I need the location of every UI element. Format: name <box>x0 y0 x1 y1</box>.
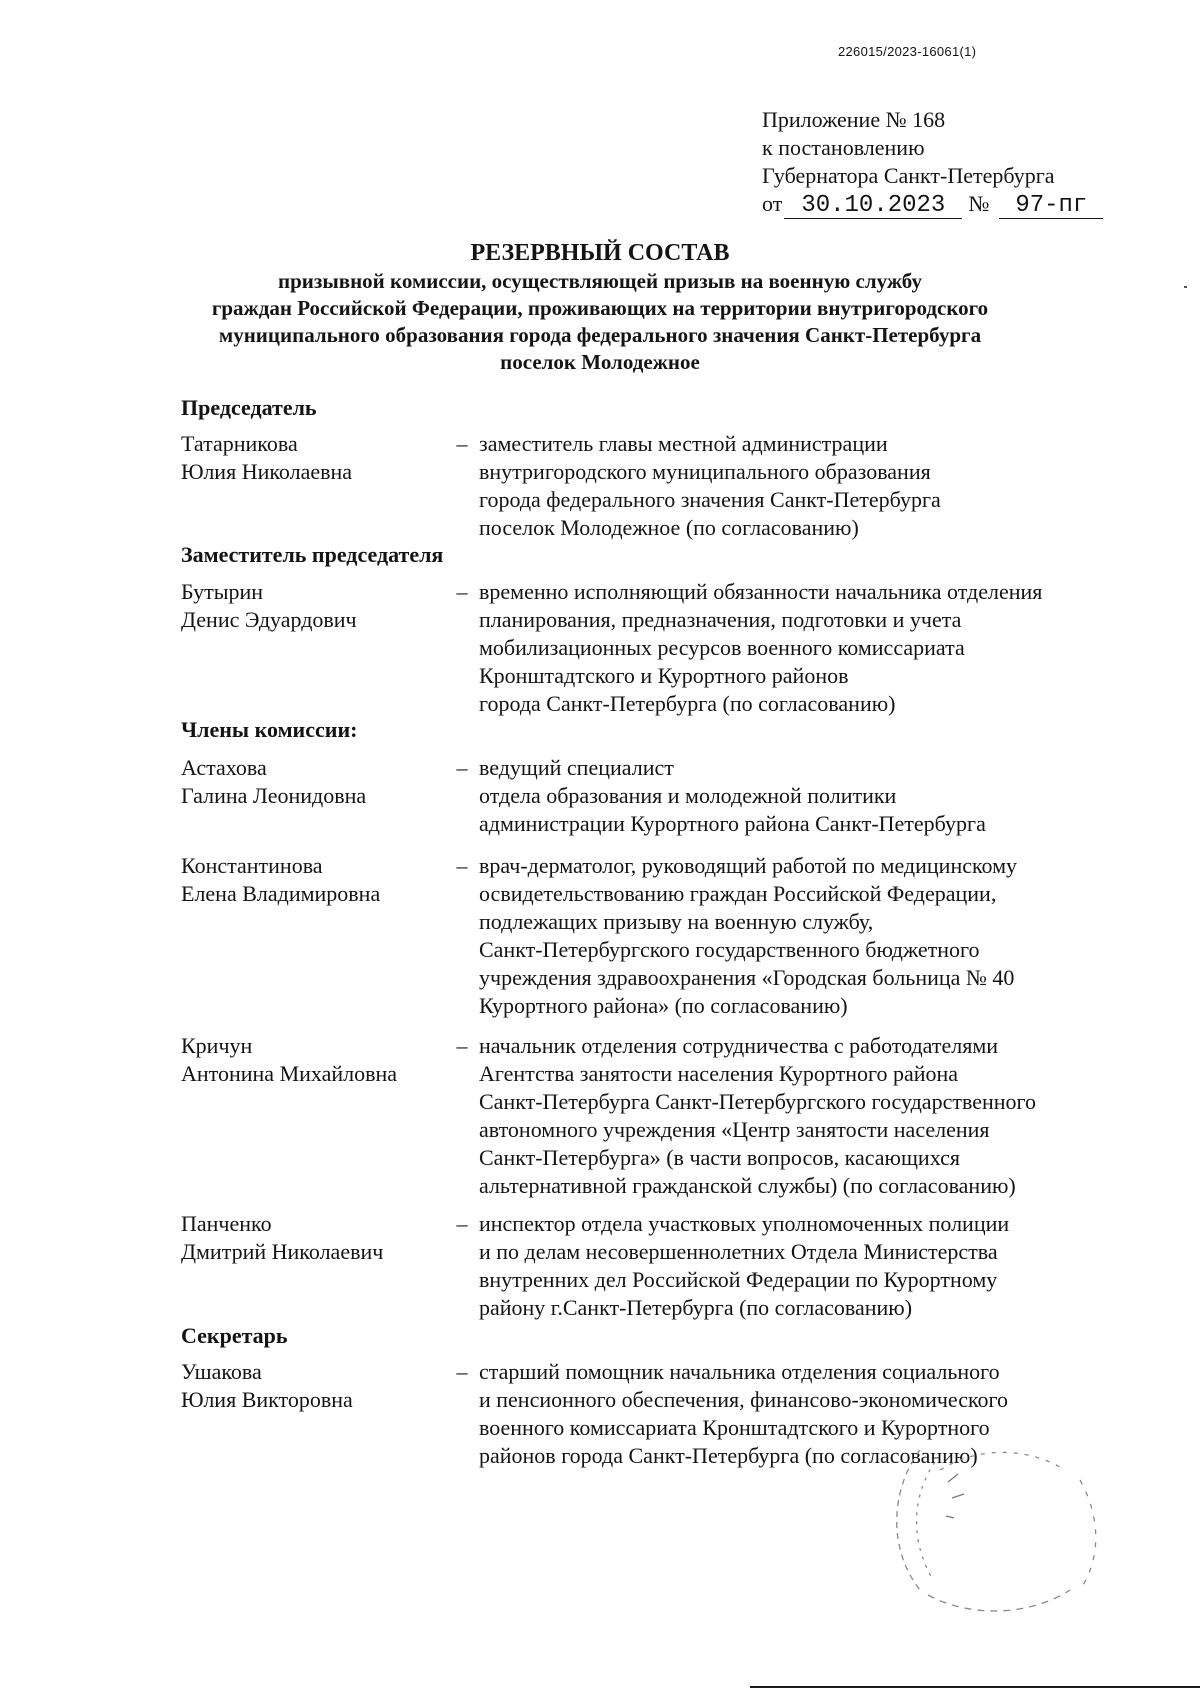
section-heading-secretary: Секретарь <box>181 1323 288 1348</box>
role-line: заместитель главы местной администрации <box>479 431 888 456</box>
dash-separator: – <box>456 1033 468 1058</box>
role-line: подлежащих призыву на военную службу, <box>479 909 874 934</box>
role-line: автономного учреждения «Центр занятости населения <box>479 1117 990 1142</box>
section-heading-members: Члены комиссии: <box>181 717 358 742</box>
member-given-names: Юлия Николаевна <box>181 459 353 484</box>
dash-separator: – <box>456 1359 468 1384</box>
subtitle-line: поселок Молодежное <box>500 350 700 374</box>
appendix-line: Губернатора Санкт-Петербурга <box>762 163 1055 188</box>
member-name <box>181 754 451 810</box>
role-line: ведущий специалист <box>479 755 674 780</box>
member-surname: Константинова <box>181 853 323 878</box>
role-line: альтернативной гражданской службы) (по согласованию) <box>479 1173 1016 1198</box>
title-block <box>180 238 1020 376</box>
member-name <box>181 430 451 486</box>
bottom-rule <box>750 1686 1200 1688</box>
role-line: Агентства занятости населения Курортного района <box>479 1061 959 1086</box>
role-line: учреждения здравоохранения «Городская больница № 40 <box>479 965 1015 990</box>
member-role <box>479 754 1109 838</box>
dash-separator: – <box>456 755 468 780</box>
scan-mark <box>1184 286 1187 288</box>
role-line: города федерального значения Санкт-Петербурга <box>479 487 941 512</box>
member-role <box>479 1032 1109 1200</box>
dash-separator: – <box>456 1211 468 1236</box>
role-line: району г.Санкт-Петербурга (по согласованию) <box>479 1295 913 1320</box>
member-given-names: Денис Эдуардович <box>181 607 357 632</box>
section-heading-chair: Председатель <box>181 395 317 420</box>
role-line: внутренних дел Российской Федерации по Курортному <box>479 1267 998 1292</box>
decree-number: 97-пг <box>999 194 1103 219</box>
appendix-line: Приложение № 168 <box>762 107 946 132</box>
subtitle-line: призывной комиссии, осуществляющей призыв на военную службу <box>278 269 922 293</box>
seal-stamp-icon <box>880 1440 1110 1620</box>
member-surname: Астахова <box>181 755 267 780</box>
member-name <box>181 852 451 908</box>
role-line: врач-дерматолог, руководящий работой по медицинскому <box>479 853 1018 878</box>
role-line: Санкт-Петербурга» (в части вопросов, касающихся <box>479 1145 960 1170</box>
appendix-block <box>762 106 1103 219</box>
number-sign: № <box>968 191 990 216</box>
appendix-line: к постановлению <box>762 135 925 160</box>
role-line: Кронштадтского и Курортного районов <box>479 663 849 688</box>
member-surname: Бутырин <box>181 579 264 604</box>
role-line: Курортного района» (по согласованию) <box>479 993 848 1018</box>
role-line: военного комиссариата Кронштадтского и Курортного <box>479 1415 990 1440</box>
role-line: города Санкт-Петербурга (по согласованию) <box>479 691 896 716</box>
document-id: 226015/2023-16061(1) <box>838 44 977 59</box>
role-line: администрации Курортного района Санкт-Петербурга <box>479 811 986 836</box>
role-line: планирования, предназначения, подготовки и учета <box>479 607 962 632</box>
member-name <box>181 1358 451 1414</box>
role-line: районов города Санкт-Петербурга (по согласованию) <box>479 1443 978 1468</box>
role-line: освидетельствованию граждан Российской Федерации, <box>479 881 997 906</box>
member-name <box>181 1032 451 1088</box>
role-line: поселок Молодежное (по согласованию) <box>479 515 859 540</box>
member-given-names: Юлия Викторовна <box>181 1387 353 1412</box>
member-role <box>479 852 1109 1020</box>
role-line: и пенсионного обеспечения, финансово-экономического <box>479 1387 1009 1412</box>
member-given-names: Елена Владимировна <box>181 881 381 906</box>
role-line: мобилизационных ресурсов военного комиссариата <box>479 635 965 660</box>
member-given-names: Антонина Михайловна <box>181 1061 398 1086</box>
role-line: временно исполняющий обязанности начальника отделения <box>479 579 1043 604</box>
member-role <box>479 430 1109 542</box>
role-line: отдела образования и молодежной политики <box>479 783 897 808</box>
role-line: внутригородского муниципального образования <box>479 459 931 484</box>
date-prefix: от <box>762 191 783 216</box>
subtitle-line: граждан Российской Федерации, проживающих на территории внутригородского <box>211 296 989 320</box>
dash-separator: – <box>456 431 468 456</box>
decree-date: 30.10.2023 <box>784 194 962 219</box>
dash-separator: – <box>456 579 468 604</box>
role-line: Санкт-Петербурга Санкт-Петербургского государственного <box>479 1089 1036 1114</box>
role-line: и по делам несовершеннолетних Отдела Министерства <box>479 1239 998 1264</box>
member-surname: Ушакова <box>181 1359 262 1384</box>
member-surname: Панченко <box>181 1211 272 1236</box>
subtitle-line: муниципального образования города федерального значения Санкт-Петербурга <box>218 323 982 347</box>
role-line: начальник отделения сотрудничества с работодателями <box>479 1033 999 1058</box>
dash-separator: – <box>456 853 468 878</box>
section-heading-deputy: Заместитель председателя <box>181 542 444 567</box>
appendix-date-line <box>762 190 1103 219</box>
member-name <box>181 578 451 634</box>
role-line: инспектор отдела участковых уполномоченных полиции <box>479 1211 1010 1236</box>
document-title: РЕЗЕРВНЫЙ СОСТАВ <box>470 240 730 266</box>
role-line: Санкт-Петербургского государственного бюджетного <box>479 937 980 962</box>
member-name <box>181 1210 451 1266</box>
member-given-names: Дмитрий Николаевич <box>181 1239 384 1264</box>
member-role <box>479 578 1109 718</box>
member-surname: Татарникова <box>181 431 298 456</box>
member-given-names: Галина Леонидовна <box>181 783 367 808</box>
role-line: старший помощник начальника отделения социального <box>479 1359 1000 1384</box>
member-role <box>479 1210 1109 1322</box>
member-surname: Кричун <box>181 1033 253 1058</box>
